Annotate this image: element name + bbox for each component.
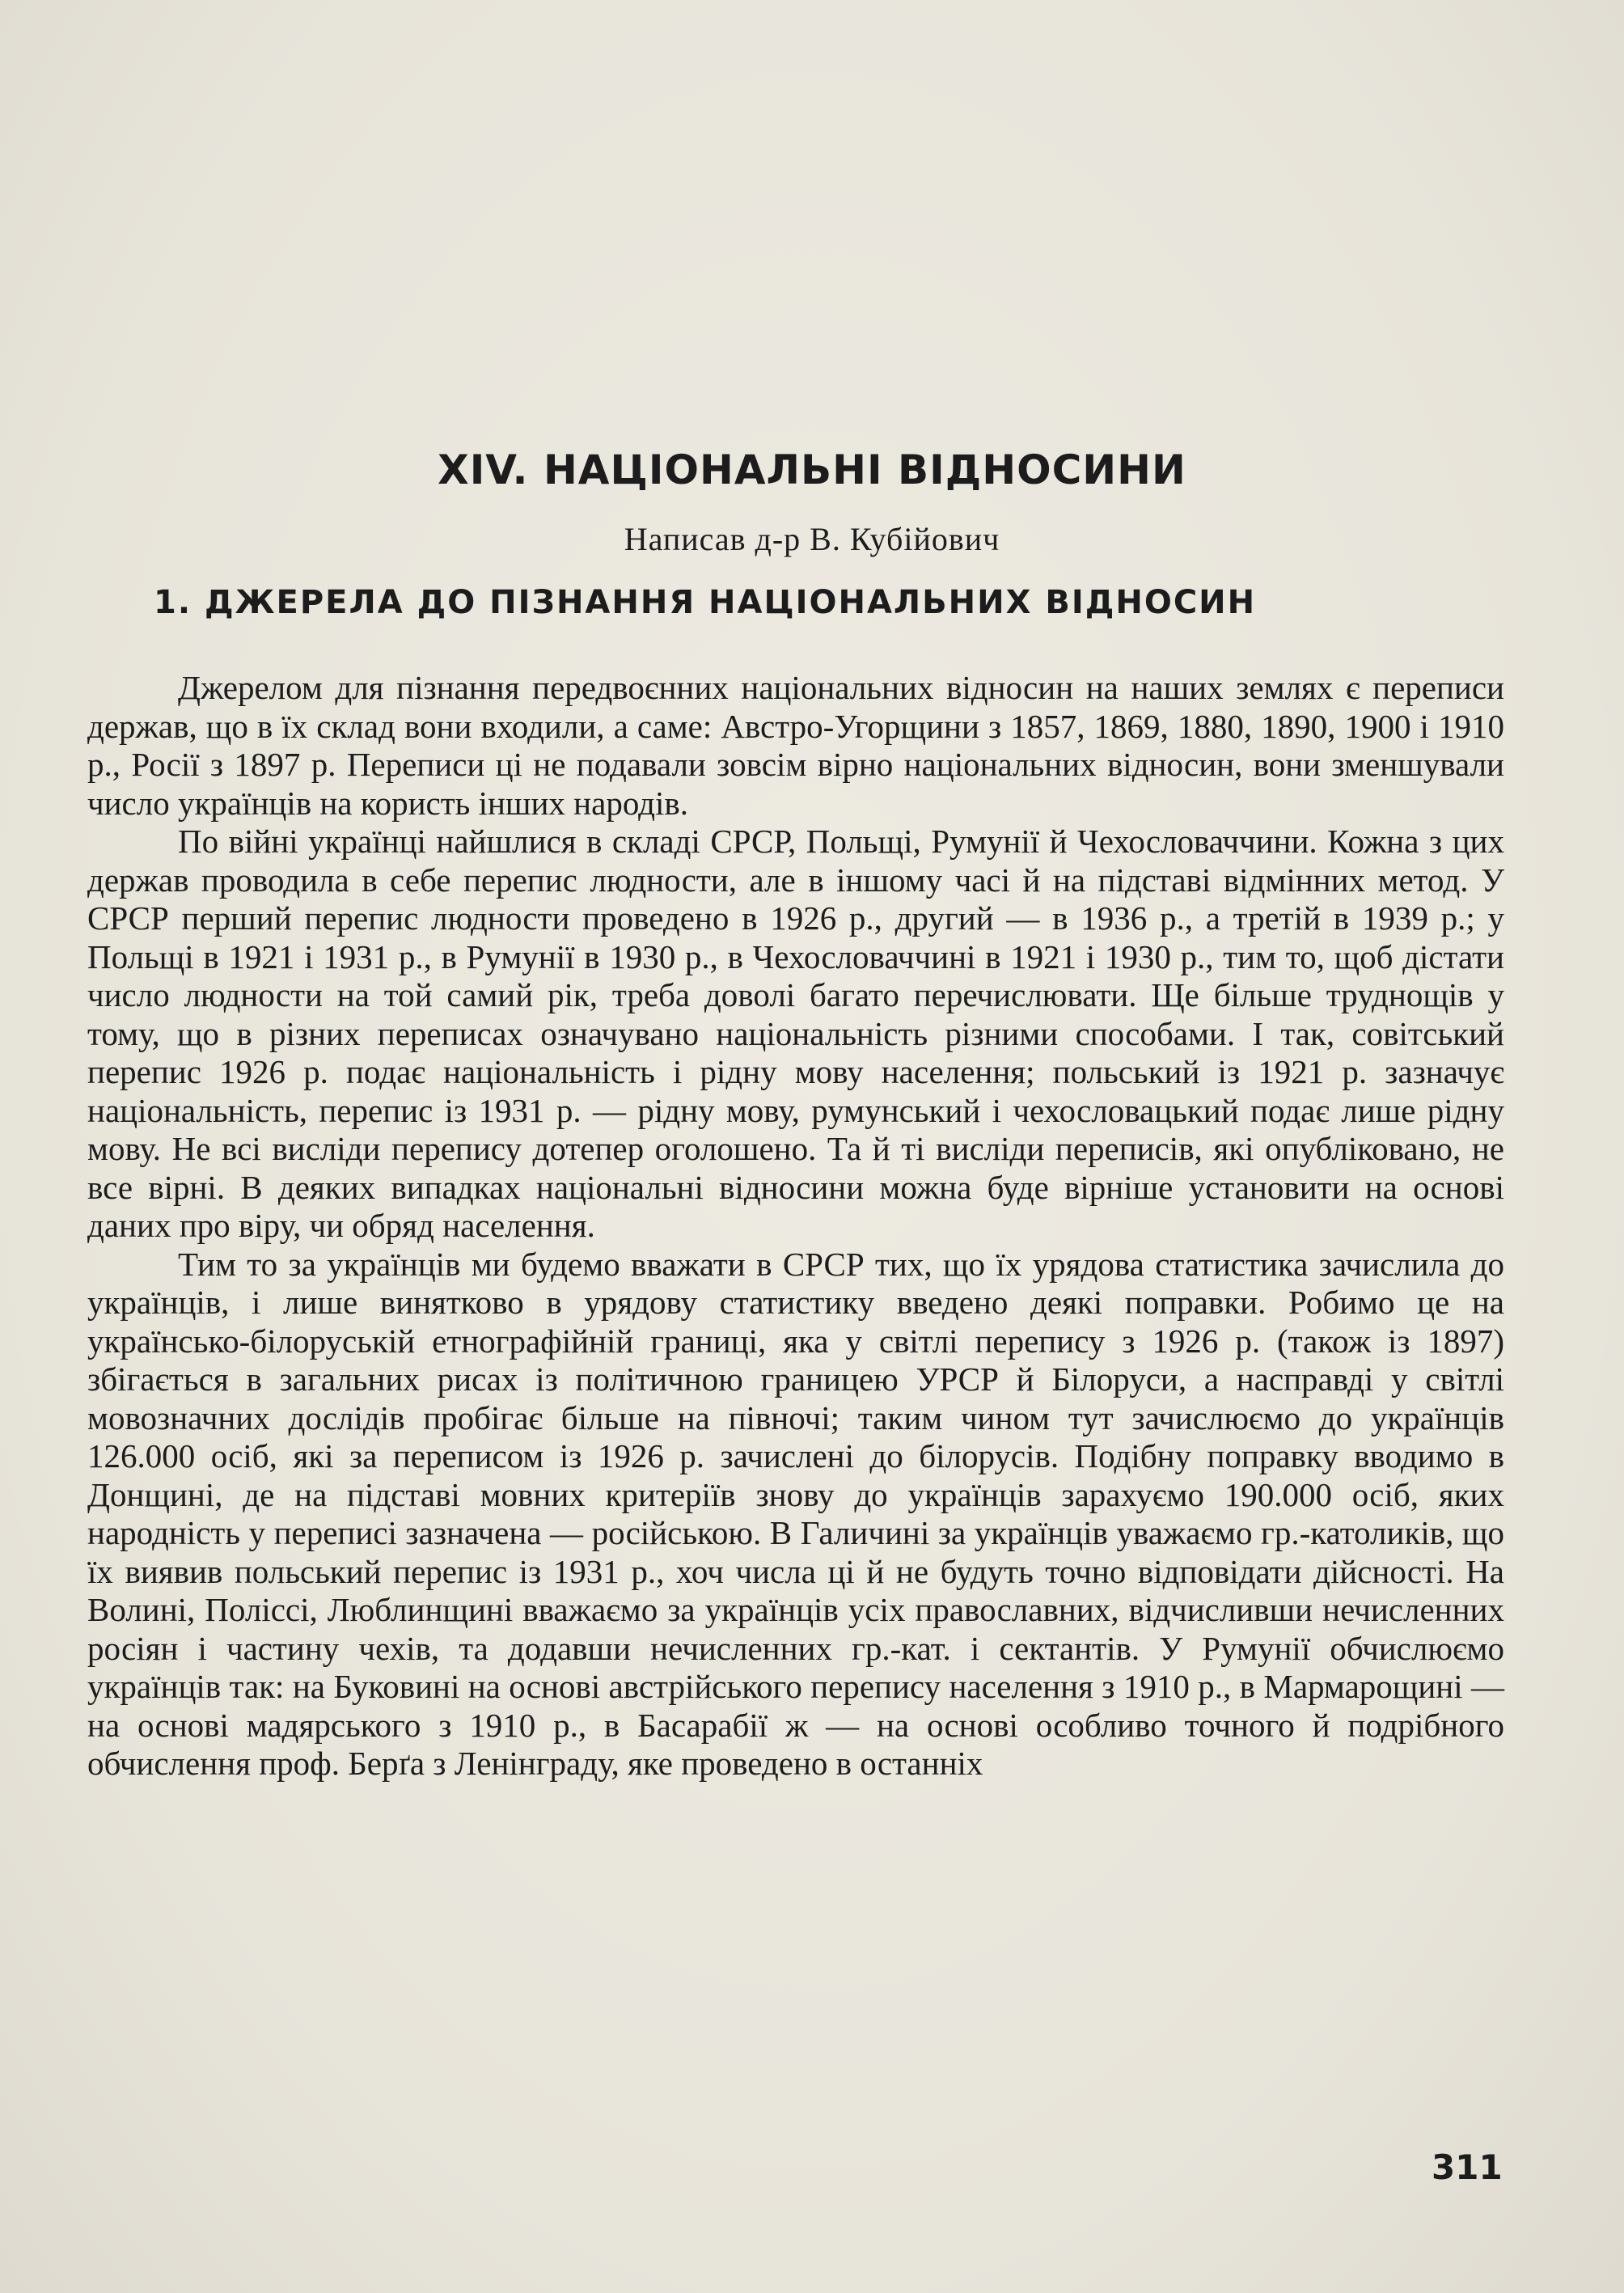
paragraph-3: Тим то за українців ми будемо вважати в СРСР тих, що їх урядова статистика зачислила до українців, і лише винятково в урядову статистику введено деякі поправки. Робимо це на українсько-білоруській етнографійній границі, яка у світлі перепису з 1926 р. (також із 1897) збігається в загальних рисах із політичною границею УРСР й Білоруси, а насправді у світлі мовозначних дослідів пробігає більше на півночі; таким чином тут зачислюємо до українців 126.000 осіб, які за переписом із 1926 р. зачислені до білорусів. Подібну поправку вводимо в Донщині, де на підставі мовних критеріїв знову до українців зарахуємо 190.000 осіб, яких народність у переписі зазначена — російською. В Галичині за українців уважаємо гр.-католиків, що їх виявив польський перепис із 1931 р., хоч числа ці й не будуть точно відповідати дійсності. На Волині, Поліссі, Люблинщині вважаємо за українців усіх православних, відчисливши нечисленних росіян і частину чехів, та додавши нечисленних гр.-кат. і сектантів. У Румунії обчислюємо українців так: на Буковині на основі австрійського перепису населення з 1910 р., в Мармарощині — на основі мадярського з 1910 р., в Басарабії ж — на основі особливо точного й подрібного обчислення проф. Берґа з Ленінграду, яке проведено в останніх [87,1245,1504,1782]
section-title: 1. ДЖЕРЕЛА ДО ПІЗНАННЯ НАЦІОНАЛЬНИХ ВІДНОСИН [154,584,1257,621]
paragraph-2: По війні українці найшлися в складі СРСР, Польщі, Румунії й Чехословаччини. Кожна з цих держав проводила в себе перепис людности, але в іншому часі й на підставі відмінних метод. У СРСР перший перепис людности проведено в 1926 р., другий — в 1936 р., а третій в 1939 р.; у Польщі в 1921 і 1931 р., в Румунії в 1930 р., в Чехословаччині в 1921 і 1930 р., тим то, щоб дістати число людности на той самий рік, треба доволі багато перечислювати. Ще більше труднощів у тому, що в різних переписах означувано національність різними способами. І так, совітський перепис 1926 р. подає національність і рідну мову населення; польський із 1921 р. зазначує національність, перепис із 1931 р. — рідну мову, румунський і чехословацький подає лише рідну мову. Не всі висліди перепису дотепер оголошено. Та й ті висліди переписів, які опубліковано, не все вірні. В деяких випадках національні відносини можна буде вірніше установити на основі даних про віру, чи обряд населення. [87,823,1504,1244]
chapter-title: XIV. НАЦІОНАЛЬНІ ВІДНОСИНИ [438,446,1186,493]
body-text [87,669,1504,1783]
paragraph-1: Джерелом для пізнання передвоєнних національних відносин на наших землях є переписи держав, що в їх склад вони входили, а саме: Австро-Угорщини з 1857, 1869, 1880, 1890, 1900 і 1910 р., Росії з 1897 р. Переписи ці не подавали зовсім вірно національних відносин, вони зменшували число українців на користь інших народів. [87,669,1504,822]
page-number: 311 [1432,2147,1503,2187]
author-line: Написав д-р В. Кубійович [624,521,1000,557]
